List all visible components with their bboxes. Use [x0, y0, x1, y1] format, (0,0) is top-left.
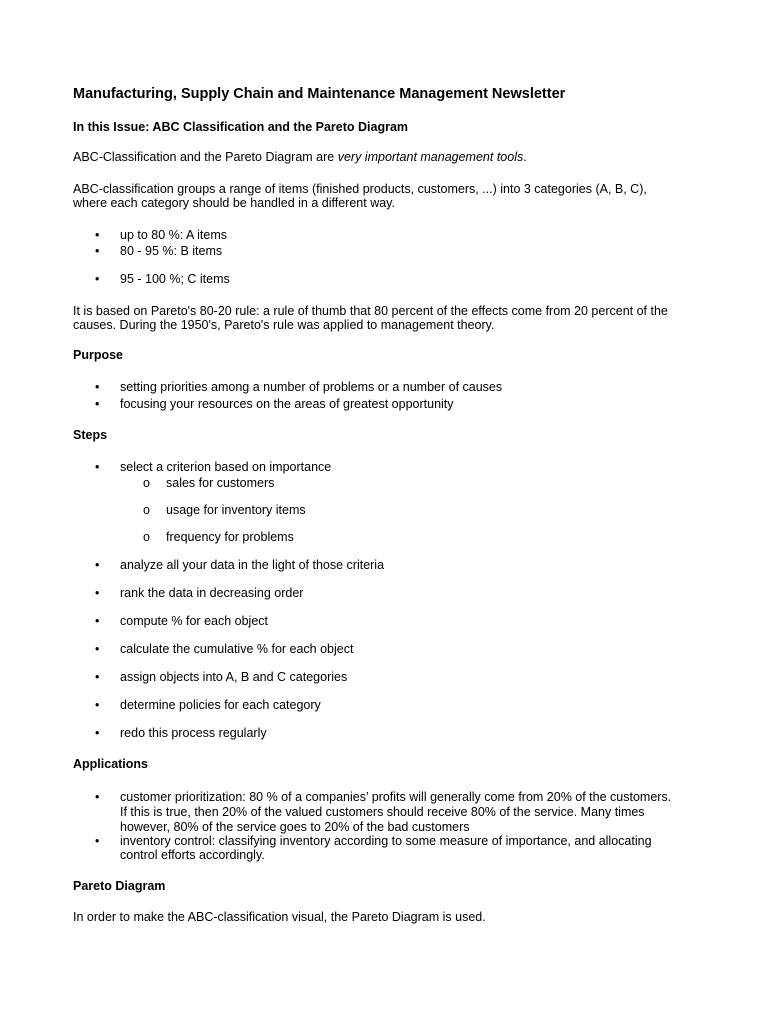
purpose-heading: Purpose [73, 348, 124, 362]
application-item-line: inventory control: classifying inventory according to some measure of importance, and allocating [120, 834, 652, 848]
bullet-icon: • [95, 460, 100, 474]
intro-paragraph [73, 150, 527, 165]
bullet-icon: • [95, 397, 100, 411]
pareto-diagram-text: In order to make the ABC-classification visual, the Pareto Diagram is used. [73, 910, 486, 924]
bullet-icon: • [95, 272, 100, 286]
application-item-line: control efforts accordingly. [120, 848, 265, 862]
bullet-icon: • [95, 228, 100, 242]
category-item-b: 80 - 95 %: B items [120, 244, 223, 258]
purpose-item: focusing your resources on the areas of greatest opportunity [120, 397, 454, 411]
pareto-rule-line-1: It is based on Pareto's 80-20 rule: a rule of thumb that 80 percent of the effects come from 20 percent of the [73, 304, 668, 318]
intro-emphasis: very important management tools [337, 150, 524, 164]
bullet-icon: • [95, 380, 100, 394]
application-item-line: however, 80% of the service goes to 20% of the bad customers [120, 820, 470, 834]
step-item: analyze all your data in the light of those criteria [120, 558, 385, 572]
steps-heading: Steps [73, 428, 108, 442]
step-item: assign objects into A, B and C categories [120, 670, 348, 684]
intro-text: ABC-Classification and the Pareto Diagram are [73, 150, 338, 164]
bullet-icon: • [95, 670, 100, 684]
bullet-icon: • [95, 790, 100, 804]
application-item-line: customer prioritization: 80 % of a companies’ profits will generally come from 20% of the customers. [120, 790, 672, 804]
bullet-icon: • [95, 586, 100, 600]
pareto-rule-line-2: causes. During the 1950's, Pareto's rule was applied to management theory. [73, 318, 495, 332]
issue-subtitle: In this Issue: ABC Classification and the Pareto Diagram [73, 120, 409, 134]
abc-description-line-2: where each category should be handled in a different way. [73, 196, 395, 210]
step-item: calculate the cumulative % for each object [120, 642, 354, 656]
step-item: select a criterion based on importance [120, 460, 332, 474]
step-item: compute % for each object [120, 614, 268, 628]
step-item: determine policies for each category [120, 698, 321, 712]
bullet-icon: • [95, 244, 100, 258]
sub-bullet-icon: o [143, 530, 150, 544]
bullet-icon: • [95, 614, 100, 628]
newsletter-title: Manufacturing, Supply Chain and Maintenance Management Newsletter [73, 86, 566, 102]
sub-bullet-icon: o [143, 503, 150, 517]
applications-heading: Applications [73, 757, 149, 771]
category-item-a: up to 80 %: A items [120, 228, 228, 242]
step-sub-item: sales for customers [166, 476, 275, 490]
bullet-icon: • [95, 642, 100, 656]
abc-description-line-1: ABC-classification groups a range of items (finished products, customers, ...) into 3 categories (A, B, C), [73, 182, 647, 196]
sub-bullet-icon: o [143, 476, 150, 490]
step-sub-item: usage for inventory items [166, 503, 306, 517]
bullet-icon: • [95, 558, 100, 572]
step-item: redo this process regularly [120, 726, 267, 740]
step-item: rank the data in decreasing order [120, 586, 304, 600]
purpose-item: setting priorities among a number of problems or a number of causes [120, 380, 503, 394]
intro-suffix: . [523, 150, 527, 164]
pareto-diagram-heading: Pareto Diagram [73, 879, 166, 893]
step-sub-item: frequency for problems [166, 530, 294, 544]
bullet-icon: • [95, 834, 100, 848]
application-item-line: If this is true, then 20% of the valued customers should receive 80% of the service. Many times [120, 805, 645, 819]
bullet-icon: • [95, 726, 100, 740]
category-item-c: 95 - 100 %; C items [120, 272, 230, 286]
bullet-icon: • [95, 698, 100, 712]
